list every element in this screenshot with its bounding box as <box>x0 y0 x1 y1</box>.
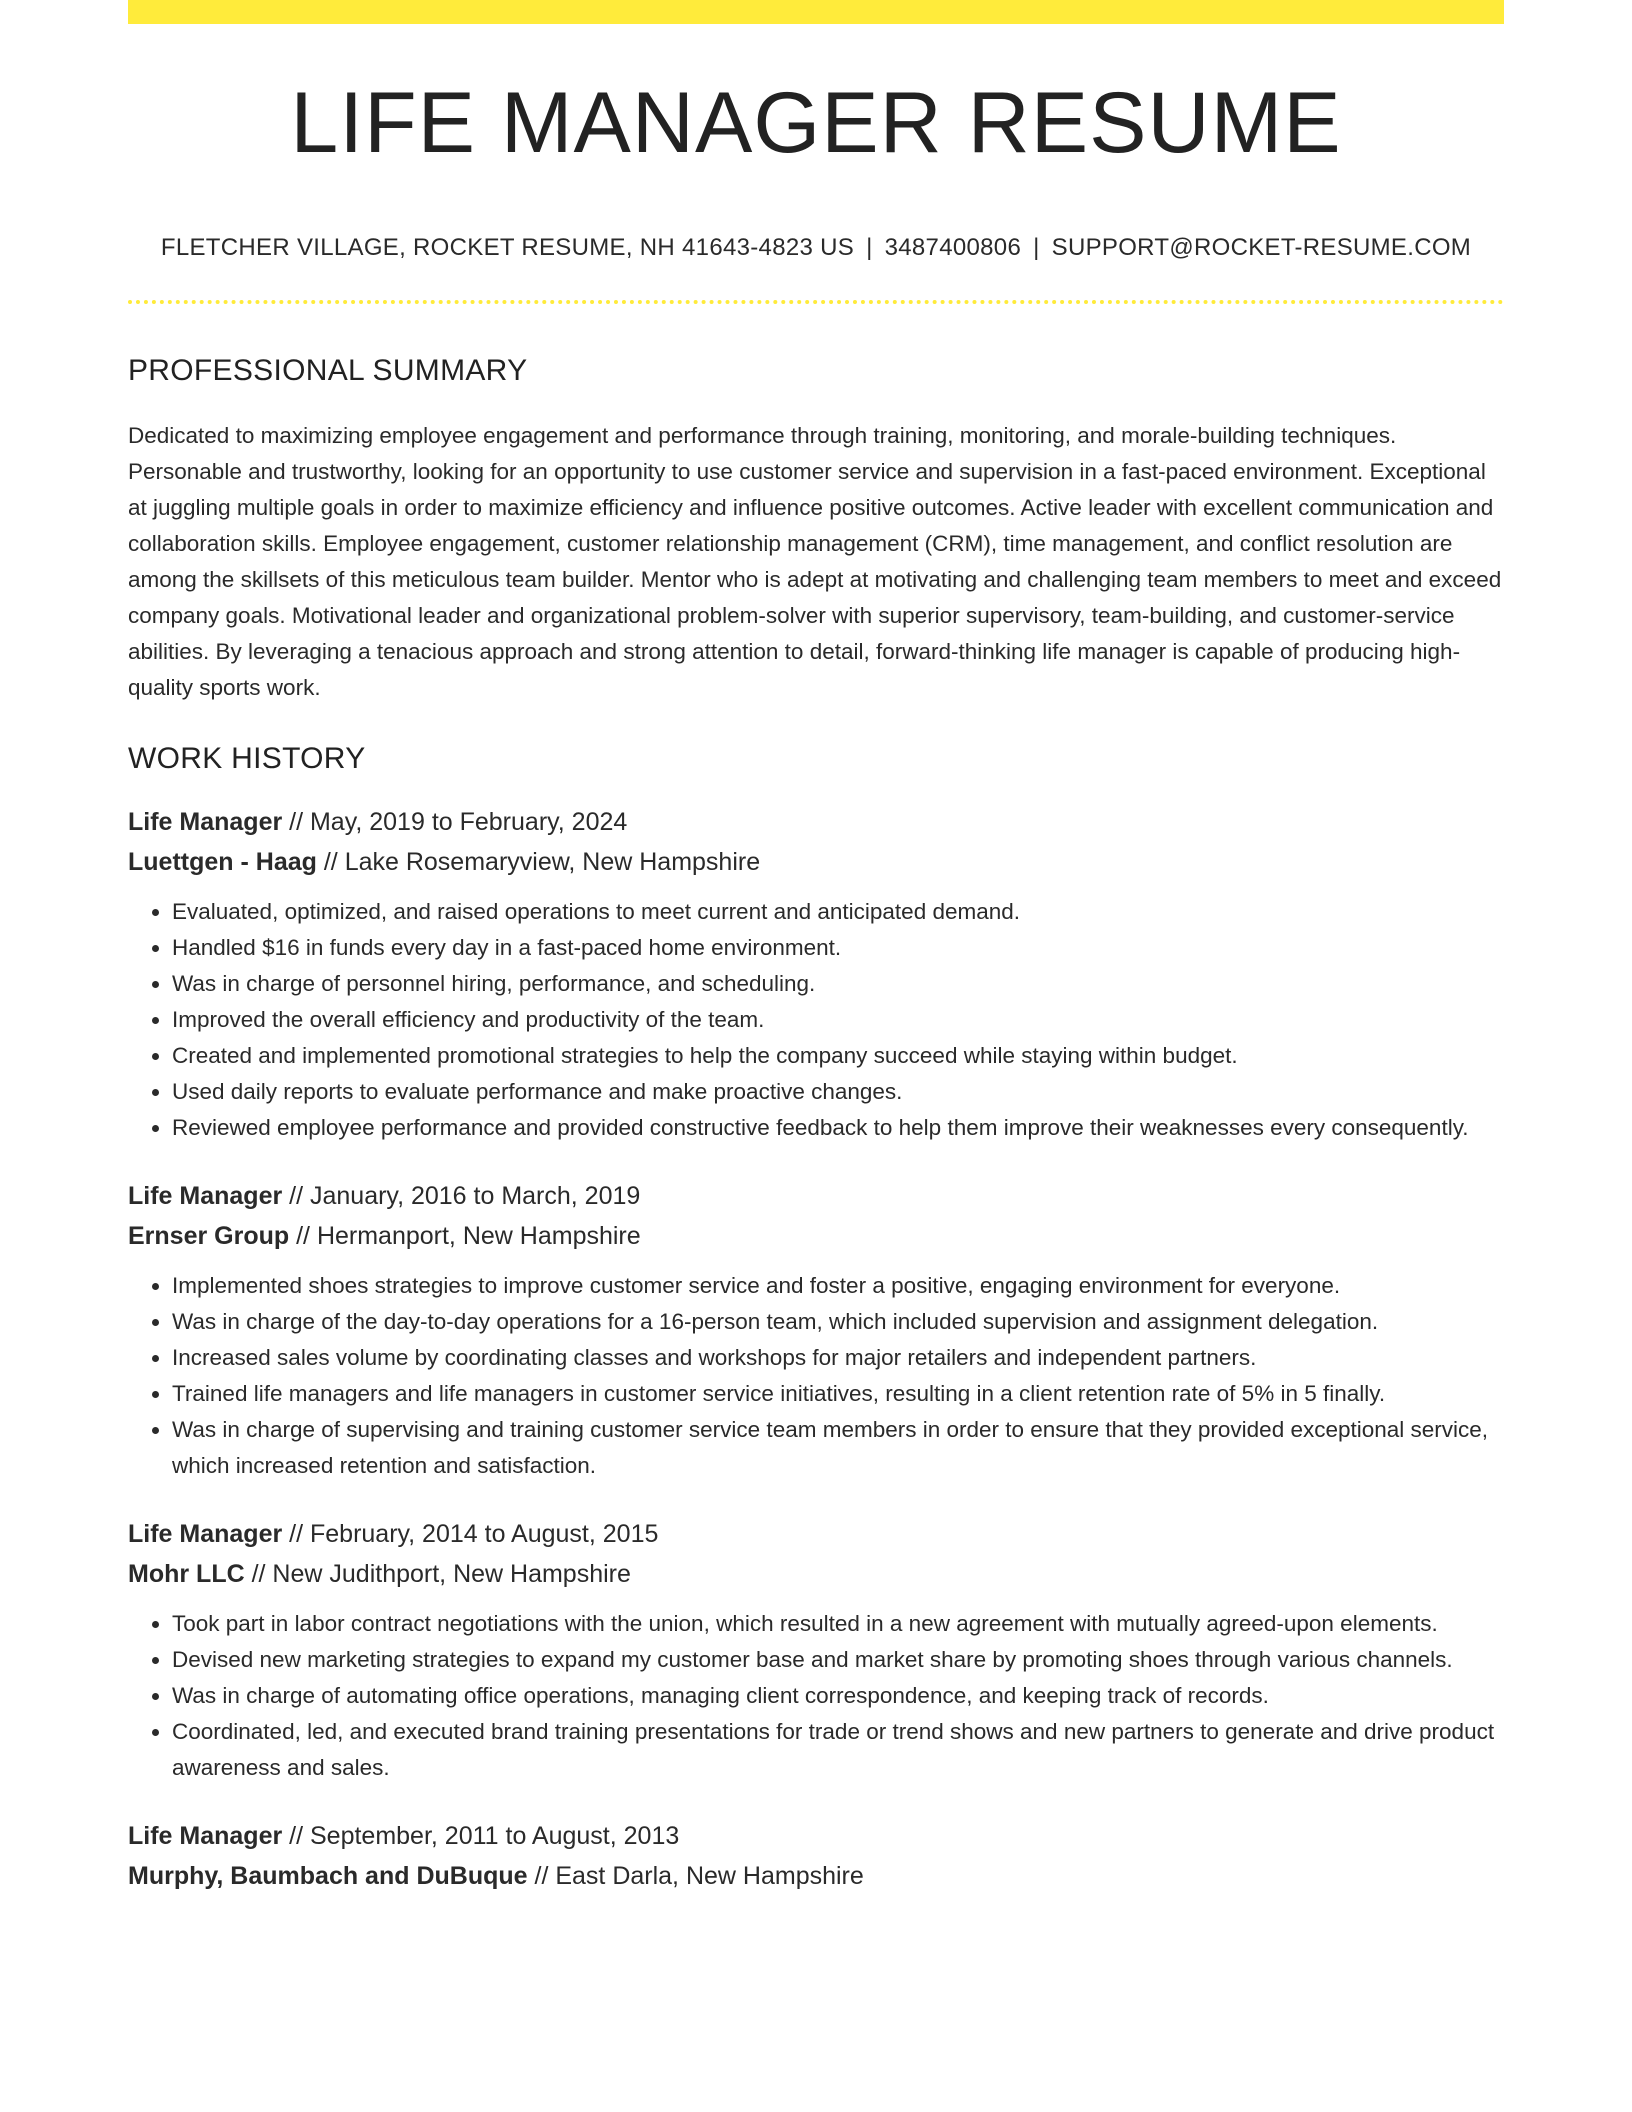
duty-item: • Improved the overall efficiency and productivity of the team. <box>172 1002 1504 1038</box>
duty-item: • Coordinated, led, and executed brand training presentations for trade or trend shows and new partners to generate and drive product awareness and sales. <box>172 1714 1504 1786</box>
job-dates: // February, 2014 to August, 2015 <box>282 1520 659 1548</box>
job-entry <box>128 1816 1504 1896</box>
duty-item: • Was in charge of supervising and training customer service team members in order to ensure that they provided exceptional service, which increased retention and satisfaction. <box>172 1412 1504 1484</box>
duty-item: • Increased sales volume by coordinating classes and workshops for major retailers and independent partners. <box>172 1340 1504 1376</box>
duty-item: • Used daily reports to evaluate performance and make proactive changes. <box>172 1074 1504 1110</box>
job-entry <box>128 1514 1504 1786</box>
work-history-heading: WORK HISTORY <box>128 742 366 775</box>
job-title-line <box>128 1816 1504 1856</box>
resume-page <box>128 0 1504 1896</box>
job-duties-list <box>128 1268 1504 1484</box>
job-company-line <box>128 1856 1504 1896</box>
job-company: Murphy, Baumbach and DuBuque <box>128 1862 528 1890</box>
job-duties-list <box>128 894 1504 1146</box>
contact-address: FLETCHER VILLAGE, ROCKET RESUME, NH 41643-4823 US <box>160 234 855 261</box>
duty-item: • Created and implemented promotional strategies to help the company succeed while staying within budget. <box>172 1038 1504 1074</box>
duty-item: • Was in charge of the day-to-day operations for a 16-person team, which included supervision and assignment delegation. <box>172 1304 1504 1340</box>
duty-item: • Took part in labor contract negotiations with the union, which resulted in a new agreement with mutually agreed-upon elements. <box>172 1606 1504 1642</box>
job-location: // New Judithport, New Hampshire <box>244 1560 631 1588</box>
duty-item: • Evaluated, optimized, and raised operations to meet current and anticipated demand. <box>172 894 1504 930</box>
duty-item: • Trained life managers and life managers in customer service initiatives, resulting in a client retention rate of 5% in 5 finally. <box>172 1376 1504 1412</box>
job-location: // Hermanport, New Hampshire <box>289 1222 641 1250</box>
contact-separator: | <box>1033 234 1040 261</box>
work-history-list <box>128 802 1504 1896</box>
duty-item: • Handled $16 in funds every day in a fast-paced home environment. <box>172 930 1504 966</box>
job-title-line <box>128 1514 1504 1554</box>
job-dates: // September, 2011 to August, 2013 <box>282 1822 680 1850</box>
resume-title: LIFE MANAGER RESUME <box>290 75 1342 171</box>
duty-item: • Was in charge of automating office operations, managing client correspondence, and keeping track of records. <box>172 1678 1504 1714</box>
job-company: Mohr LLC <box>128 1560 245 1588</box>
duty-item: • Reviewed employee performance and provided constructive feedback to help them improve their weaknesses every consequently. <box>172 1110 1504 1146</box>
job-duties-list <box>128 1606 1504 1786</box>
job-company-line <box>128 1216 1504 1256</box>
job-company: Ernser Group <box>128 1222 290 1250</box>
job-title: Life Manager <box>128 1520 283 1548</box>
job-location: // East Darla, New Hampshire <box>527 1862 864 1890</box>
duty-item: • Devised new marketing strategies to expand my customer base and market share by promoting shoes through various channels. <box>172 1642 1504 1678</box>
job-entry <box>128 802 1504 1146</box>
summary-heading: PROFESSIONAL SUMMARY <box>128 354 528 387</box>
contact-email: SUPPORT@ROCKET-RESUME.COM <box>1051 234 1472 261</box>
duty-item: • Implemented shoes strategies to improve customer service and foster a positive, engaging environment for everyone. <box>172 1268 1504 1304</box>
accent-top-bar <box>128 0 1504 24</box>
job-title: Life Manager <box>128 1822 283 1850</box>
dotted-divider <box>128 300 1504 304</box>
job-title: Life Manager <box>128 1182 283 1210</box>
job-dates: // January, 2016 to March, 2019 <box>282 1182 641 1210</box>
job-company: Luettgen - Haag <box>128 848 317 876</box>
job-entry <box>128 1176 1504 1484</box>
duty-item: • Was in charge of personnel hiring, performance, and scheduling. <box>172 966 1504 1002</box>
contact-phone: 3487400806 <box>884 234 1022 261</box>
job-company-line <box>128 1554 1504 1594</box>
job-title-line <box>128 1176 1504 1216</box>
job-title: Life Manager <box>128 808 283 836</box>
job-dates: // May, 2019 to February, 2024 <box>282 808 628 836</box>
job-title-line <box>128 802 1504 842</box>
contact-separator: | <box>866 234 873 261</box>
job-company-line <box>128 842 1504 882</box>
contact-line <box>128 234 1504 262</box>
summary-text: Dedicated to maximizing employee engagement and performance through training, monitoring, and morale-building techniques. Personable and trustworthy, looking for an opportunity to use customer service and supervision in a fast-paced environment. Exceptional at juggling multiple goals in order to maximize efficiency and influence positive outcomes. Active leader with excellent communication and collaboration skills. Employee engagement, customer relationship management (CRM), time management, and conflict resolution are among the skillsets of this meticulous team builder. Mentor who is adept at motivating and challenging team members to meet and exceed company goals. Motivational leader and organizational problem-solver with superior supervisory, team-building, and customer-service abilities. By leveraging a tenacious approach and strong attention to detail, forward-thinking life manager is capable of producing high-quality sports work. <box>128 423 1502 700</box>
job-location: // Lake Rosemaryview, New Hampshire <box>316 848 761 876</box>
